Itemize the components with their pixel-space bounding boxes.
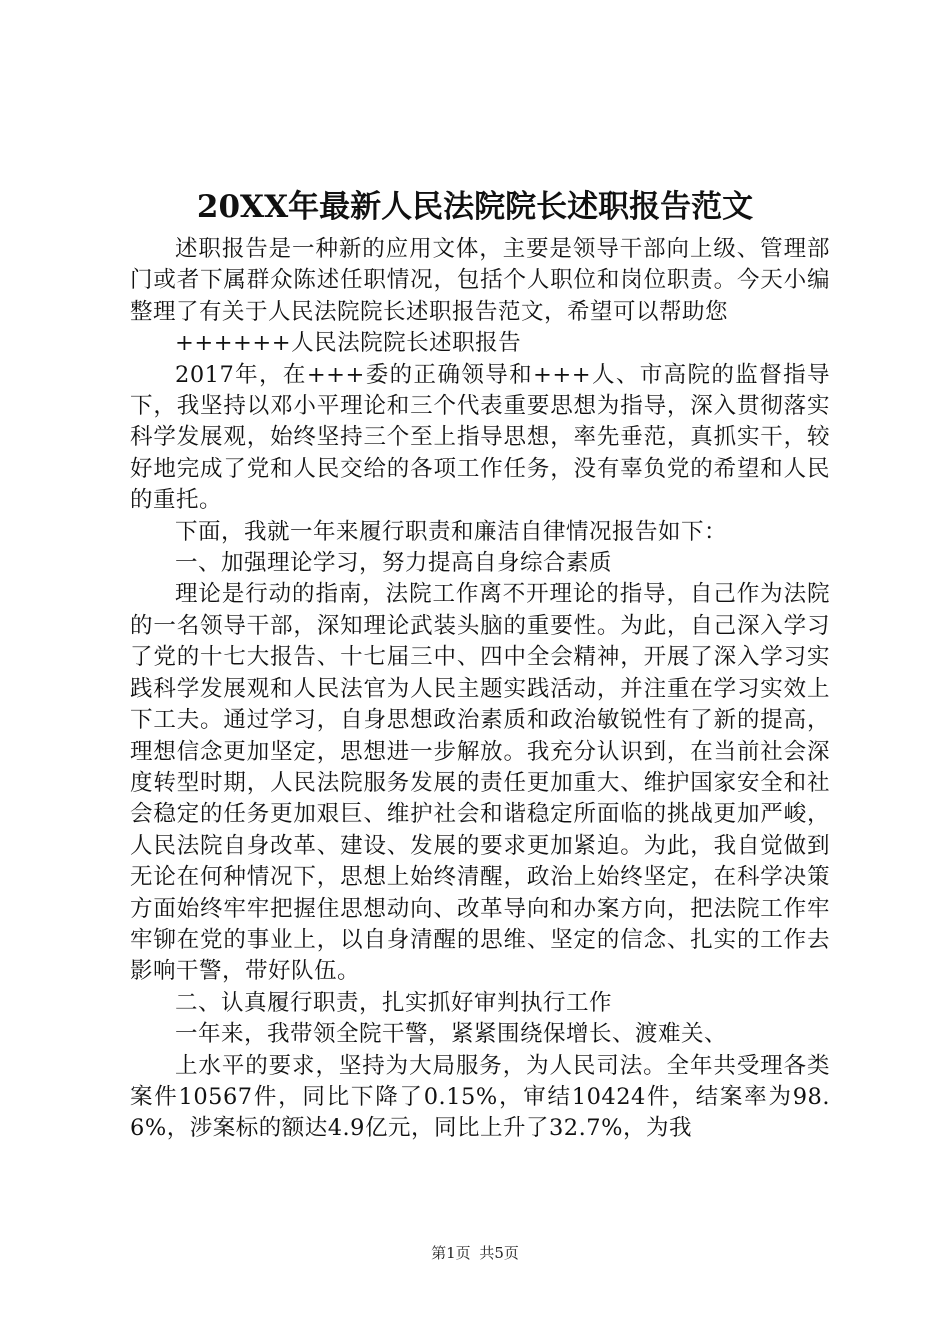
page-number: 第1页 (431, 1244, 471, 1262)
paragraph-theory-study: 理论是行动的指南，法院工作离不开理论的指导，自己作为法院的一名领导干部，深知理论武装头脑的重要性。为此，自己深入学习了党的十七大报告、十七届三中、四中全会精神，开展了深入学习实践科学发展观和人民法官为人民主题实践活动，并注重在学习实效上下工夫。通过学习，自身思想政治素质和政治敏锐性有了新的提高，理想信念更加坚定，思想进一步解放。我充分认识到，在当前社会深度转型时期，人民法院服务发展的责任更加重大、维护国家安全和社会稳定的任务更加艰巨、维护社会和谐稳定所面临的挑战更加严峻，人民法院自身改革、建设、发展的要求更加紧迫。为此，我自觉做到无论在何种情况下，思想上始终清醒，政治上始终坚定，在科学决策方面始终牢牢把握住思想动向、改革导向和办案方向，把法院工作牢牢铆在党的事业上，以自身清醒的思维、坚定的信念、扎实的工作去影响干警，带好队伍。 (130, 581, 830, 985)
paragraph-intro: 述职报告是一种新的应用文体，主要是领导干部向上级、管理部门或者下属群众陈述任职情况，包括个人职位和岗位职责。今天小编整理了有关于人民法院院长述职报告范文，希望可以帮助您 (130, 236, 830, 325)
paragraph-case-statistics: 上水平的要求，坚持为大局服务，为人民司法。全年共受理各类案件10567件，同比下降了0.15%，审结10424件，结案率为98.6%，涉案标的额达4.9亿元，同比上升了32.7%，为我 (130, 1052, 830, 1142)
paragraph-transition: 下面，我就一年来履行职责和廉洁自律情况报告如下： (175, 518, 728, 545)
section-heading-2: 二、认真履行职责，扎实抓好审判执行工作 (175, 989, 613, 1016)
document-title: 20XX年最新人民法院院长述职报告范文 (196, 189, 754, 225)
section-heading-1: 一、加强理论学习，努力提高自身综合素质 (175, 550, 613, 577)
paragraph-report-heading: ++++++人民法院院长述职报告 (175, 330, 522, 357)
document-body (130, 234, 830, 1145)
paragraph-summary: 2017年，在+++委的正确领导和+++人、市高院的监督指导下，我坚持以邓小平理论和三个代表重要思想为指导，深入贯彻落实科学发展观，始终坚持三个至上指导思想，率先垂范，真抓实干，较好地完成了党和人民交给的各项工作任务，没有辜负党的希望和人民的重托。 (130, 361, 830, 514)
paragraph-year-overview: 一年来，我带领全院干警，紧紧围绕保增长、渡难关、 (175, 1021, 728, 1048)
page-footer (0, 1243, 950, 1263)
page-total: 共5页 (479, 1244, 519, 1262)
